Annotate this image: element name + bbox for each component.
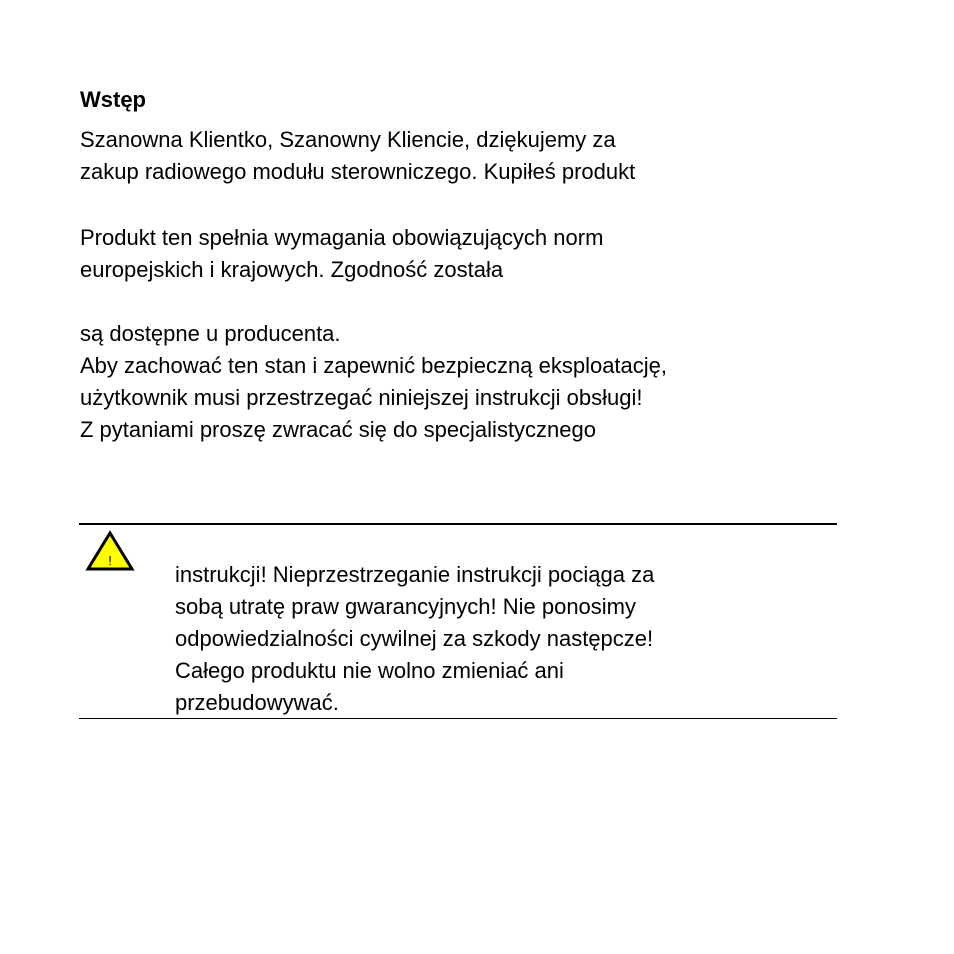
body-line: Aby zachować ten stan i zapewnić bezpieczną eksploatację, <box>80 353 668 378</box>
warning-line: odpowiedzialności cywilnej za szkody następcze! <box>175 626 654 651</box>
warning-triangle-icon <box>85 530 135 572</box>
warning-line: przebudowywać. <box>175 690 339 715</box>
body-line: użytkownik musi przestrzegać niniejszej instrukcji obsługi! <box>80 385 643 410</box>
body-line: są dostępne u producenta. <box>80 321 341 346</box>
warning-box <box>79 523 837 719</box>
warning-line: sobą utratę praw gwarancyjnych! Nie ponosimy <box>175 594 637 619</box>
body-line: zakup radiowego modułu sterowniczego. Kupiłeś produkt <box>80 159 636 184</box>
section-heading: Wstęp <box>80 87 146 112</box>
body-line: Z pytaniami proszę zwracać się do specjalistycznego <box>80 417 597 442</box>
body-line: europejskich i krajowych. Zgodność została <box>80 257 504 282</box>
body-line: Szanowna Klientko, Szanowny Kliencie, dziękujemy za <box>80 127 616 152</box>
body-line: Produkt ten spełnia wymagania obowiązujących norm <box>80 225 604 250</box>
warning-line: Całego produktu nie wolno zmieniać ani <box>175 658 564 683</box>
warning-line: instrukcji! Nieprzestrzeganie instrukcji pociąga za <box>175 562 655 587</box>
warning-glyph: ! <box>108 553 112 568</box>
